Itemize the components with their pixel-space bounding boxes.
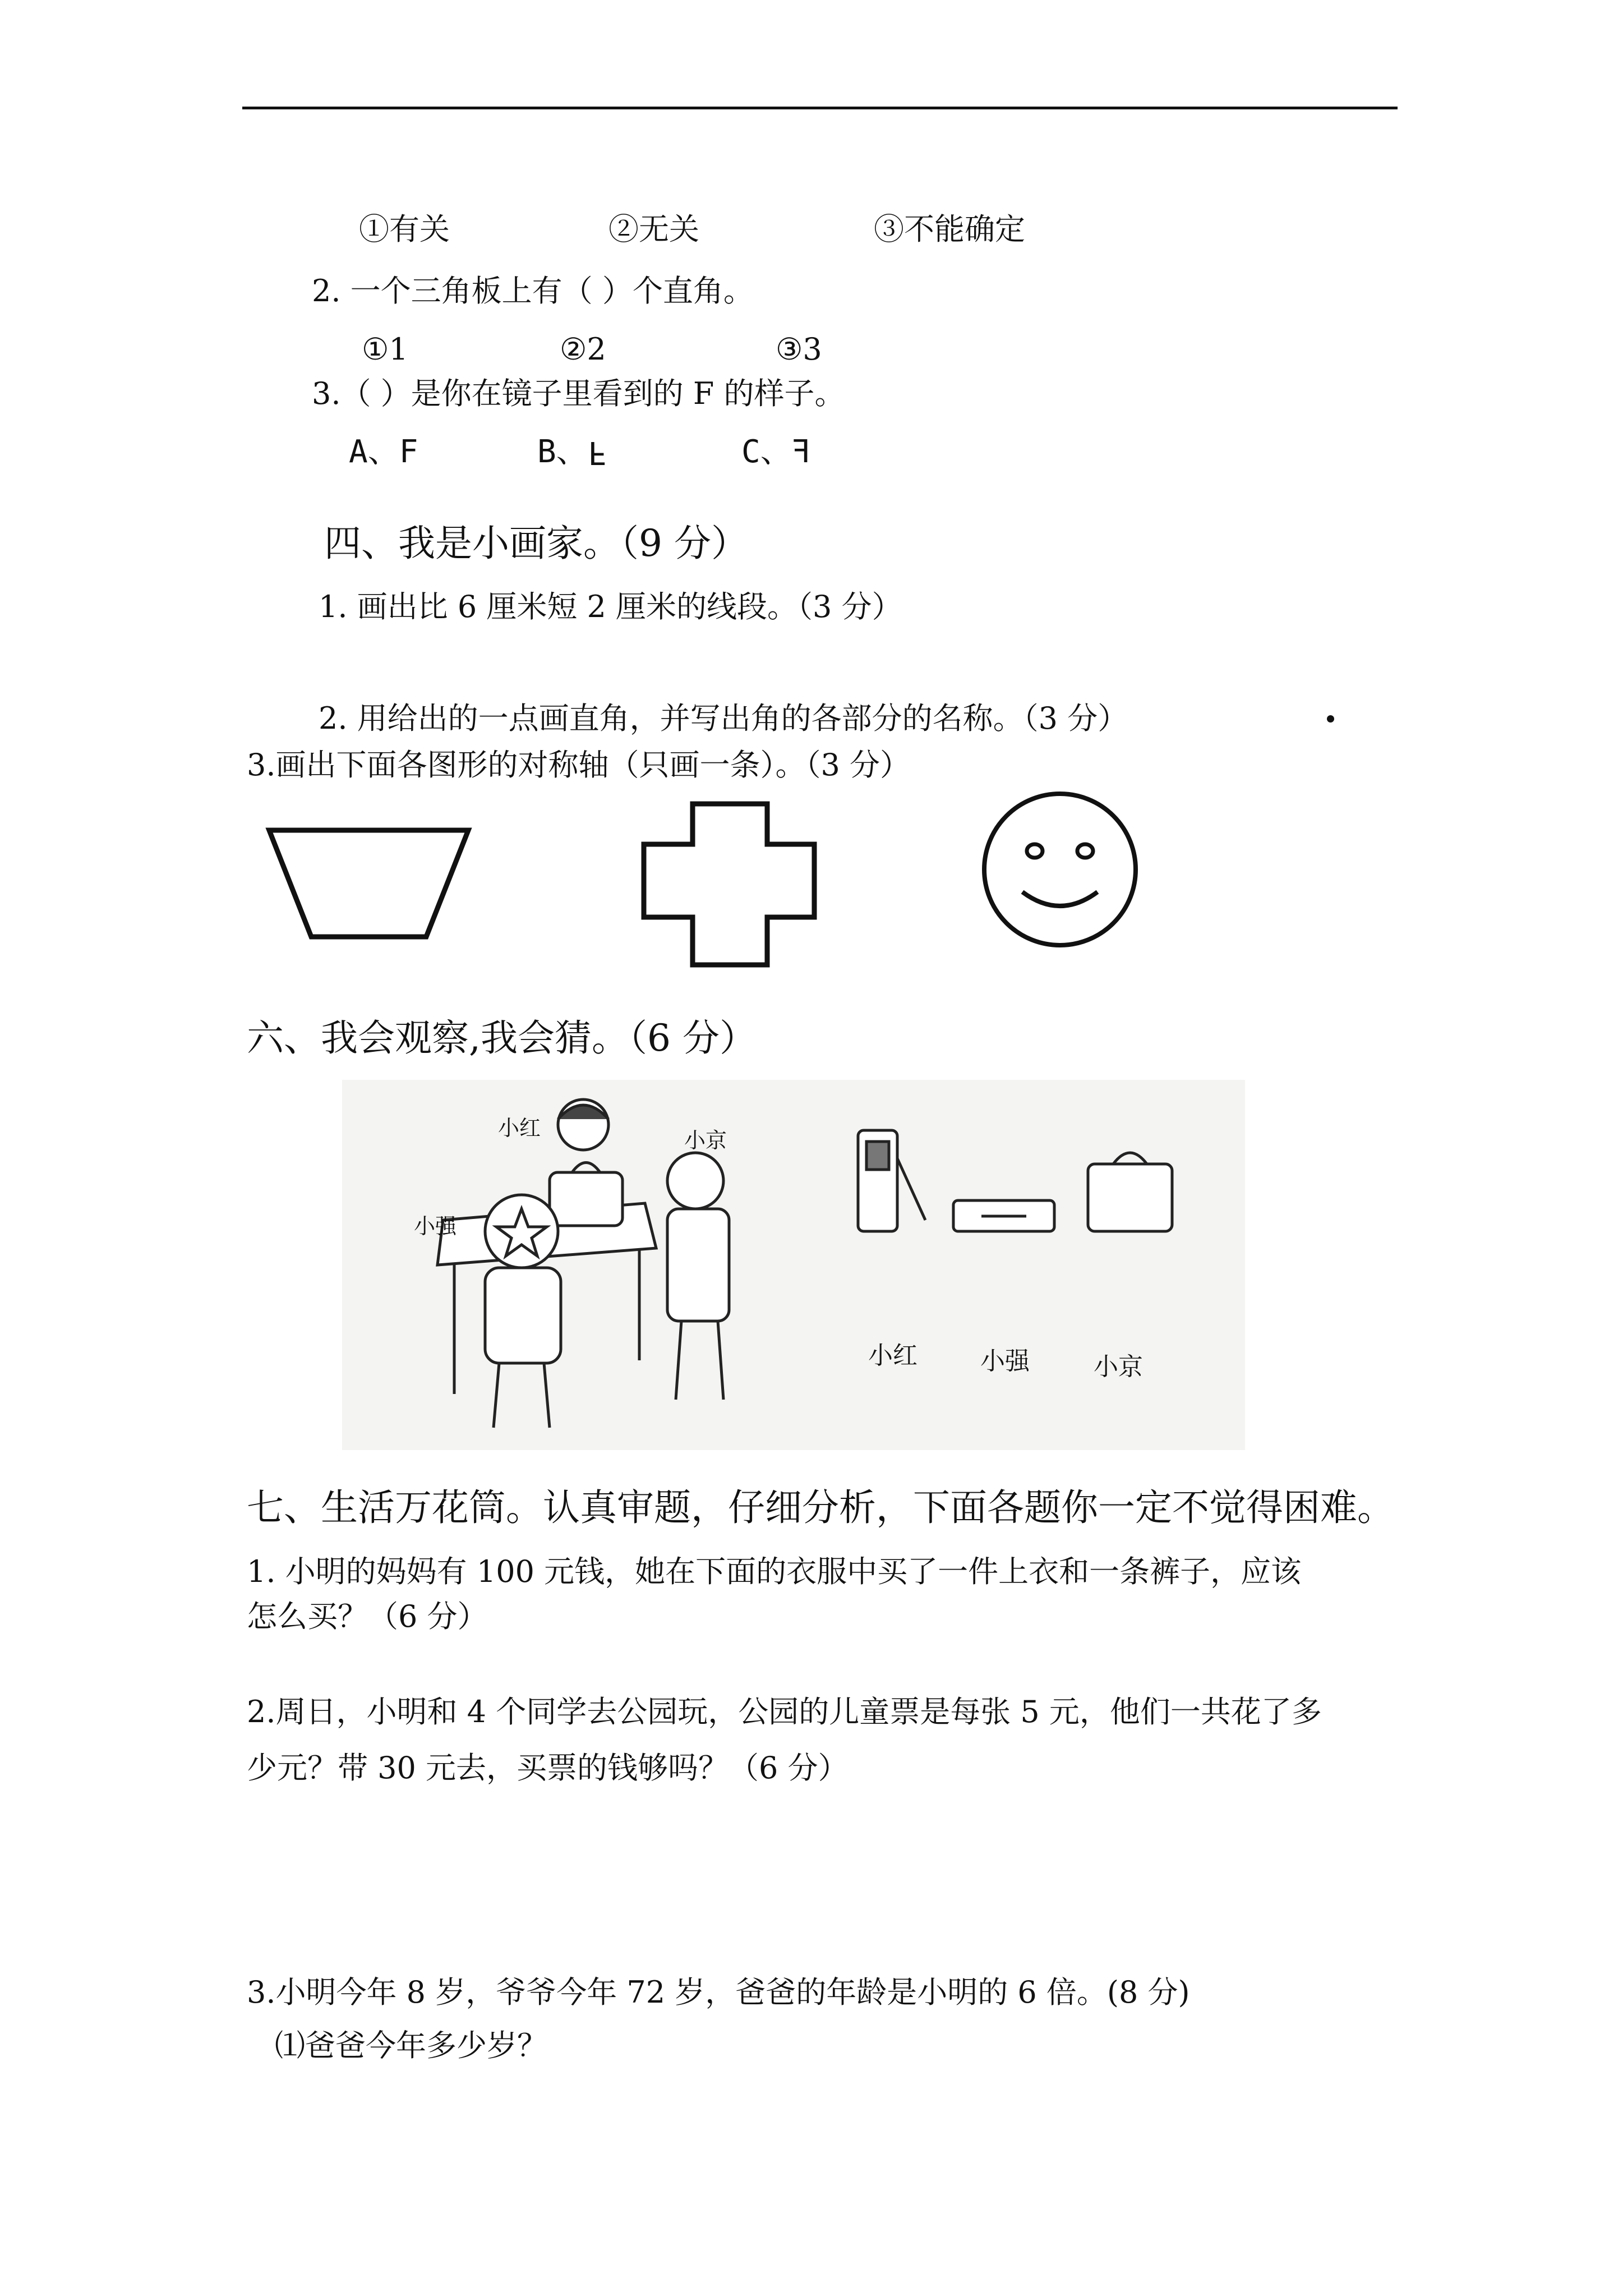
option-1: ①1 [362, 332, 408, 367]
section4-title: 四、我是小画家。（9 分） [324, 522, 748, 565]
observation-illustration [342, 1080, 1245, 1450]
mirror-option-b: B、F [537, 434, 607, 471]
view-shape-3 [1088, 1153, 1172, 1231]
option-uncertain: ③不能确定 [874, 211, 1025, 247]
section7-title: 七、生活万花筒。认真审题，仔细分析，下面各题你一定不觉得困难。 [247, 1486, 1394, 1529]
label-xiaoqiang: 小强 [414, 1214, 457, 1239]
option-unrelated: ②无关 [608, 211, 699, 247]
girl-figure [558, 1099, 608, 1150]
section7-q1-line1: 1. 小明的妈妈有 100 元钱，她在下面的衣服中买了一件上衣和一条裤子，应该 [247, 1554, 1302, 1589]
cross-shape [634, 799, 824, 970]
schoolbag-drawing [550, 1163, 623, 1226]
mirror-option-c: C、F [741, 434, 811, 470]
given-point [1327, 715, 1334, 723]
option-2: ②2 [560, 332, 606, 367]
smiley-face-shape [979, 788, 1147, 956]
view-label-2: 小强 [980, 1347, 1030, 1375]
section6-title: 六、我会观察,我会猜。（6 分） [247, 1016, 757, 1060]
view-label-3: 小京 [1094, 1352, 1143, 1381]
section4-q3: 3.画出下面各图形的对称轴（只画一条）。（3 分） [247, 747, 911, 783]
label-xiaojing: 小京 [684, 1128, 727, 1153]
section4-q1: 1. 画出比 6 厘米短 2 厘米的线段。（3 分） [319, 589, 902, 624]
trapezoid-shape [264, 822, 477, 945]
header-rule [242, 107, 1398, 109]
question-right-angles: 2. 一个三角板上有（ ）个直角。 [312, 273, 754, 309]
view-label-1: 小红 [868, 1341, 917, 1370]
section7-q2-line1: 2.周日，小明和 4 个同学去公园玩，公园的儿童票是每张 5 元，他们一共花了多 [247, 1694, 1322, 1729]
option-3: ③3 [776, 332, 822, 367]
label-xiaohong: 小红 [498, 1116, 541, 1140]
section7-q3-sub1: ⑴爸爸今年多少岁？ [275, 2028, 547, 2063]
question-mirror: 3.（ ）是你在镜子里看到的 F 的样子。 [312, 376, 845, 411]
section7-q2-line2: 少元？带 30 元去，买票的钱够吗？（6 分） [247, 1750, 849, 1786]
mirror-option-a: A、F [349, 434, 418, 470]
section7-q1-line2: 怎么买？（6 分） [247, 1599, 488, 1634]
option-related: ①有关 [359, 211, 450, 247]
view-shape-2 [953, 1200, 1054, 1231]
section4-q2: 2. 用给出的一点画直角，并写出角的各部分的名称。（3 分） [319, 701, 1128, 736]
section7-q3-line1: 3.小明今年 8 岁，爷爷今年 72 岁，爸爸的年龄是小明的 6 倍。(8 分) [247, 1975, 1190, 2010]
